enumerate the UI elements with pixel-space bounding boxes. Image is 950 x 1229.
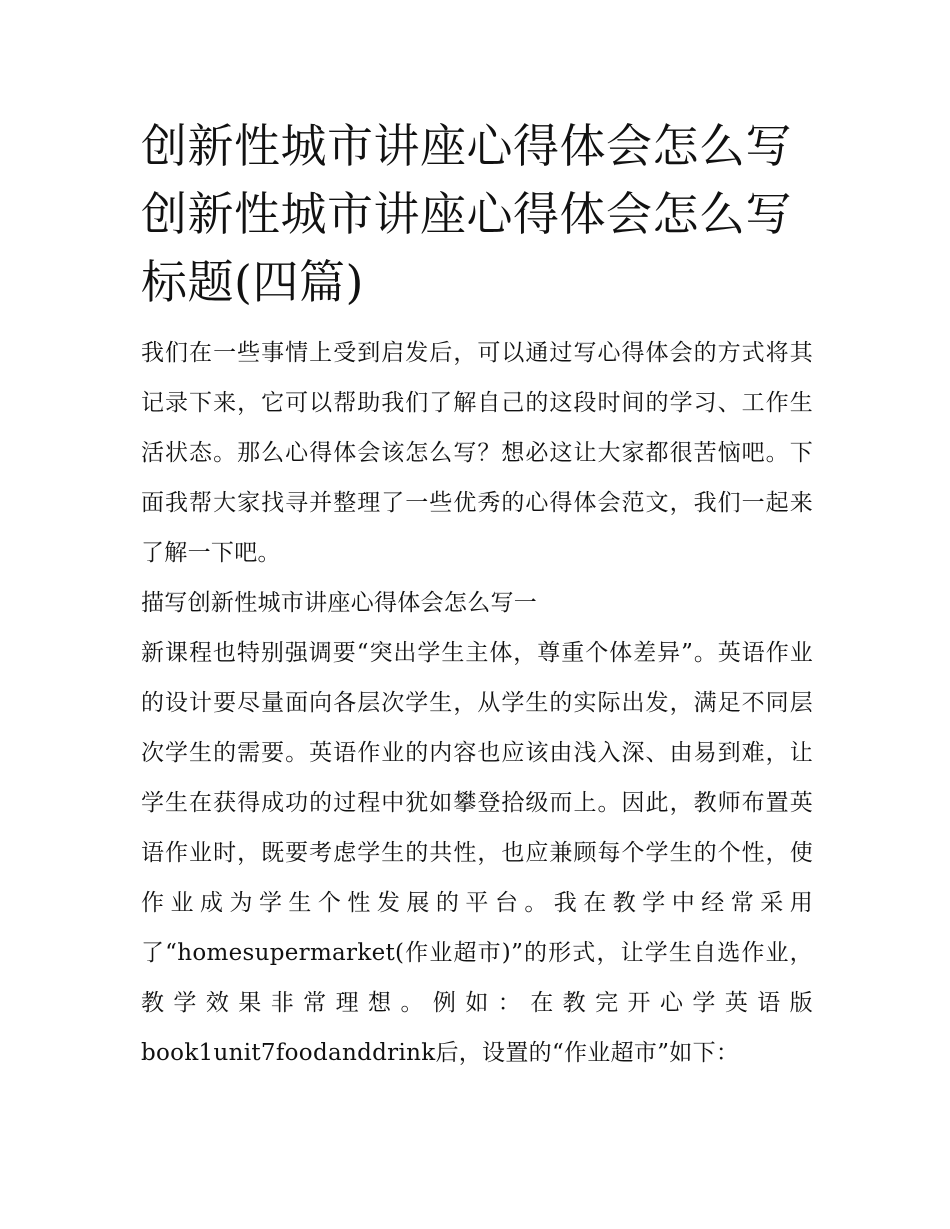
- document-title: 创新性城市讲座心得体会怎么写 创新性城市讲座心得体会怎么写标题(四篇): [141, 119, 792, 309]
- body-paragraph: 新课程也特别强调要“突出学生主体，尊重个体差异”。英语作业的设计要尽量面向各层次学生，从学生的实际出发，满足不同层次学生的需要。英语作业的内容也应该由浅入深、由易到难，让学生在获得成功的过程中犹如攀登拾级而上。因此，教师布置英语作业时，既要考虑学生的共性，也应兼顾每个学生的个性，使作业成为学生个性发展的平台。我在教学中经常采用了“homesupermarket(作业超市)”的形式，让学生自选作业，教学效果非常理想。例如：在教完开心学英语版book1unit7foodanddrink后，设置的“作业超市”如下：: [141, 640, 813, 1066]
- intro-paragraph: 我们在一些事情上受到启发后，可以通过写心得体会的方式将其记录下来，它可以帮助我们了解自己的这段时间的学习、工作生活状态。那么心得体会该怎么写？想必这让大家都很苦恼吧。下面我帮大家找寻并整理了一些优秀的心得体会范文，我们一起来了解一下吧。: [141, 340, 813, 566]
- document-page: [141, 112, 813, 1078]
- section-heading: 描写创新性城市讲座心得体会怎么写一: [141, 590, 538, 616]
